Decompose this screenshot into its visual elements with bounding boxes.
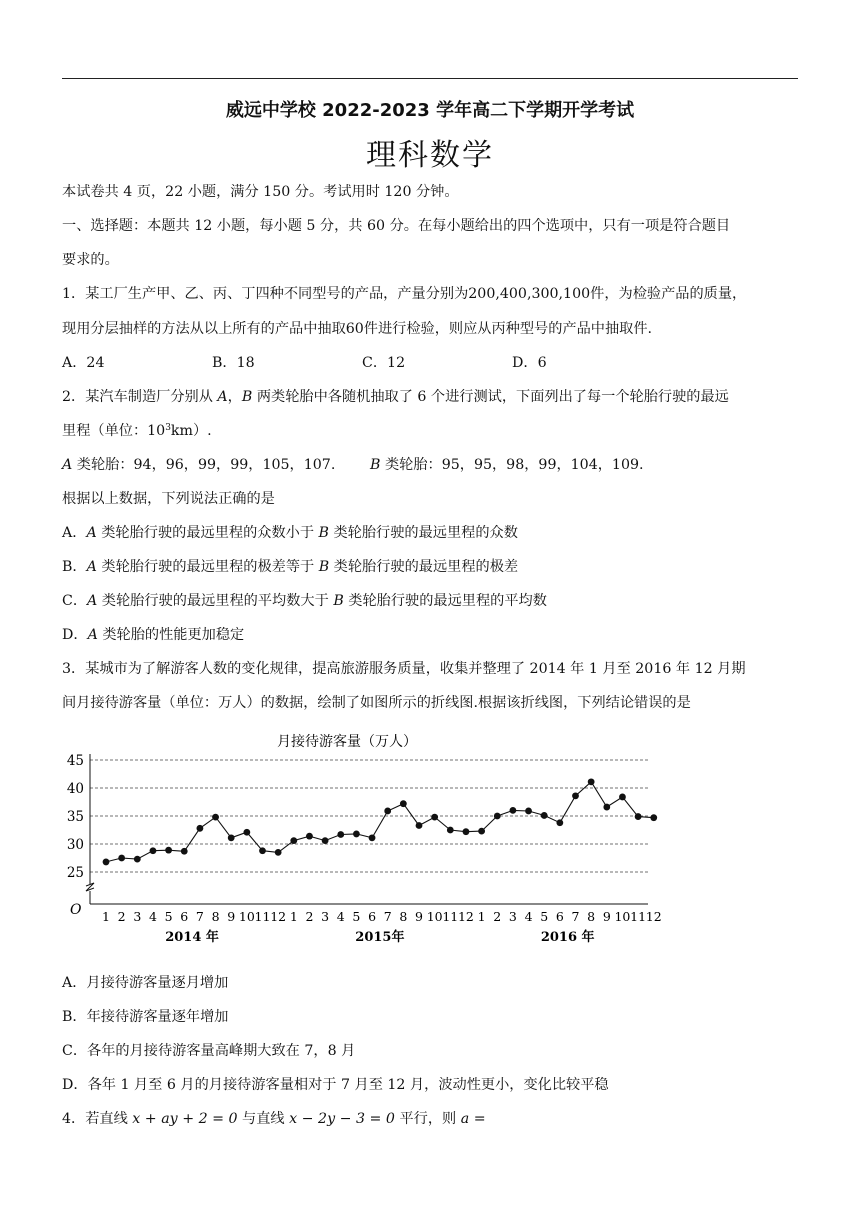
subject-title: 理科数学 (366, 138, 494, 173)
q3-line2: 间月接待游客量（单位：万人）的数据，绘制了如图所示的折线图.根据该折线图，下列结论错误的是 (62, 695, 691, 711)
y-tick-label: 25 (66, 865, 84, 881)
x-tick-label: 8 (211, 909, 220, 924)
data-point (290, 837, 297, 844)
data-point (181, 848, 188, 855)
q3-option-b: B．年接待游客量逐年增加 (62, 1009, 229, 1025)
data-point (259, 847, 266, 854)
x-tick-label: 7 (195, 909, 204, 924)
x-tick-label: 10 (614, 909, 631, 924)
x-tick-label: 6 (368, 909, 377, 924)
data-point (541, 812, 548, 819)
x-tick-label: 5 (540, 909, 549, 924)
data-point (619, 794, 626, 801)
q4-stem: 4．若直线 x + ay + 2 = 0 与直线 x − 2y − 3 = 0 平行，则 a = (62, 1111, 486, 1127)
data-point (494, 813, 501, 820)
x-tick-label: 7 (383, 909, 392, 924)
x-tick-label: 2 (305, 909, 314, 924)
data-point (197, 825, 204, 832)
data-point (572, 792, 579, 799)
data-point (228, 834, 235, 841)
x-tick-label: 10 (238, 909, 255, 924)
x-tick-label: 11 (254, 909, 271, 924)
q2-line2: 里程（单位：$10^3km$）. (62, 423, 212, 439)
visitor-line-chart (62, 728, 662, 950)
data-point (400, 800, 407, 807)
data-point (103, 859, 110, 866)
x-tick-label: 1 (102, 909, 110, 924)
x-tick-label: 1 (477, 909, 486, 924)
data-point (322, 837, 329, 844)
q2-option-c: C．A 类轮胎行驶的最远里程的平均数大于 B 类轮胎行驶的最远里程的平均数 (62, 593, 547, 609)
school-title: 威远中学校 2022-2023 学年高二下学期开学考试 (225, 100, 635, 121)
x-tick-label: 3 (321, 909, 330, 924)
q2-stem: 根据以上数据，下列说法正确的是 (62, 491, 275, 507)
data-point (463, 828, 470, 835)
data-point (478, 828, 485, 835)
x-tick-label: 2 (493, 909, 502, 924)
data-point (384, 808, 391, 815)
q2-data-b: B 类轮胎：95，95，98，99，104，109. (370, 457, 644, 473)
data-point (369, 834, 376, 841)
x-tick-label: 9 (415, 909, 423, 924)
x-tick-label: 11 (630, 909, 647, 924)
q2-option-d: D．A 类轮胎的性能更加稳定 (62, 627, 245, 643)
y-tick-label: 30 (66, 837, 84, 853)
q2-line1: 2．某汽车制造厂分别从 A，B 两类轮胎中各随机抽取了 6 个进行测试，下面列出了每一个轮胎行驶的最远 (62, 389, 729, 405)
data-point (243, 829, 250, 836)
chart-title: 月接待游客量（万人） (277, 734, 417, 750)
q3-line1: 3．某城市为了解游客人数的变化规律，提高旅游服务质量，收集并整理了 2014 年 1 月至 2016 年 12 月期 (62, 661, 746, 677)
x-tick-label: 9 (227, 909, 236, 924)
data-point (337, 831, 344, 838)
x-tick-label: 4 (148, 909, 157, 924)
q1-option-b: B．18 (212, 355, 255, 371)
origin-label: O (70, 902, 82, 918)
section1-line2: 要求的。 (62, 252, 119, 268)
x-tick-label: 11 (442, 909, 459, 924)
q1-line2: 现用分层抽样的方法从以上所有的产品中抽取60件进行检验，则应从丙种型号的产品中抽取件. (62, 321, 653, 337)
q1-option-c: C．12 (362, 355, 406, 371)
x-tick-label: 12 (457, 909, 474, 924)
data-point (431, 814, 438, 821)
section1-line1: 一、选择题：本题共 12 小题，每小题 5 分，共 60 分。在每小题给出的四个选项中，只有一项是符合题目 (62, 218, 731, 234)
x-tick-label: 4 (524, 909, 533, 924)
data-point (165, 847, 172, 854)
data-point (134, 856, 141, 863)
q1-line1: 1．某工厂生产甲、乙、丙、丁四种不同型号的产品，产量分别为200,400,300,100件，为检验产品的质量， (62, 286, 747, 302)
data-point (588, 778, 595, 785)
x-tick-label: 12 (645, 909, 662, 924)
year-label: 2014 年 (165, 930, 219, 945)
q2-option-b: B．A 类轮胎行驶的最远里程的极差等于 B 类轮胎行驶的最远里程的极差 (62, 559, 519, 575)
data-point (275, 849, 282, 856)
x-tick-label: 3 (133, 909, 142, 924)
q1-option-d: D．6 (512, 355, 547, 371)
year-label: 2016 年 (540, 930, 595, 945)
x-tick-label: 7 (571, 909, 580, 924)
x-tick-label: 6 (555, 909, 564, 924)
data-point (510, 807, 517, 814)
y-tick-label: 45 (66, 753, 84, 769)
x-tick-label: 5 (164, 909, 173, 924)
data-point (150, 847, 157, 854)
x-tick-label: 1 (289, 909, 298, 924)
q3-option-c: C．各年的月接待游客量高峰期大致在 7，8 月 (62, 1043, 356, 1059)
y-tick-label: 40 (66, 781, 84, 797)
x-tick-label: 8 (399, 909, 408, 924)
data-point (556, 819, 563, 826)
q3-option-a: A．月接待游客量逐月增加 (62, 975, 229, 991)
x-tick-label: 12 (270, 909, 287, 924)
data-point (416, 822, 423, 829)
x-tick-label: 9 (602, 909, 611, 924)
x-tick-label: 4 (336, 909, 345, 924)
data-point (603, 804, 610, 811)
x-tick-label: 10 (426, 909, 443, 924)
data-point (635, 813, 642, 820)
q3-option-d: D．各年 1 月至 6 月的月接待游客量相对于 7 月至 12 月，波动性更小，变化比较平稳 (62, 1077, 609, 1093)
data-point (306, 833, 313, 840)
data-point (447, 827, 454, 834)
data-point (650, 814, 657, 821)
axis-break (86, 883, 94, 891)
q2-option-a: A．A 类轮胎行驶的最远里程的众数小于 B 类轮胎行驶的最远里程的众数 (62, 525, 518, 541)
data-point (118, 855, 125, 862)
x-tick-label: 3 (508, 909, 517, 924)
data-point (212, 814, 219, 821)
x-tick-label: 8 (587, 909, 596, 924)
exam-intro: 本试卷共 4 页，22 小题，满分 150 分。考试用时 120 分钟。 (62, 184, 459, 200)
x-tick-label: 5 (352, 909, 361, 924)
q2-data-a: A 类轮胎：94，96，99，99，105，107. (62, 457, 336, 473)
x-tick-label: 6 (180, 909, 189, 924)
series-line (106, 782, 654, 862)
data-point (353, 831, 360, 838)
year-label: 2015年 (355, 930, 405, 945)
y-tick-label: 35 (66, 809, 84, 825)
data-point (525, 808, 532, 815)
q1-option-a: A．24 (62, 355, 105, 371)
x-tick-label: 2 (117, 909, 126, 924)
header-rule (62, 78, 798, 79)
